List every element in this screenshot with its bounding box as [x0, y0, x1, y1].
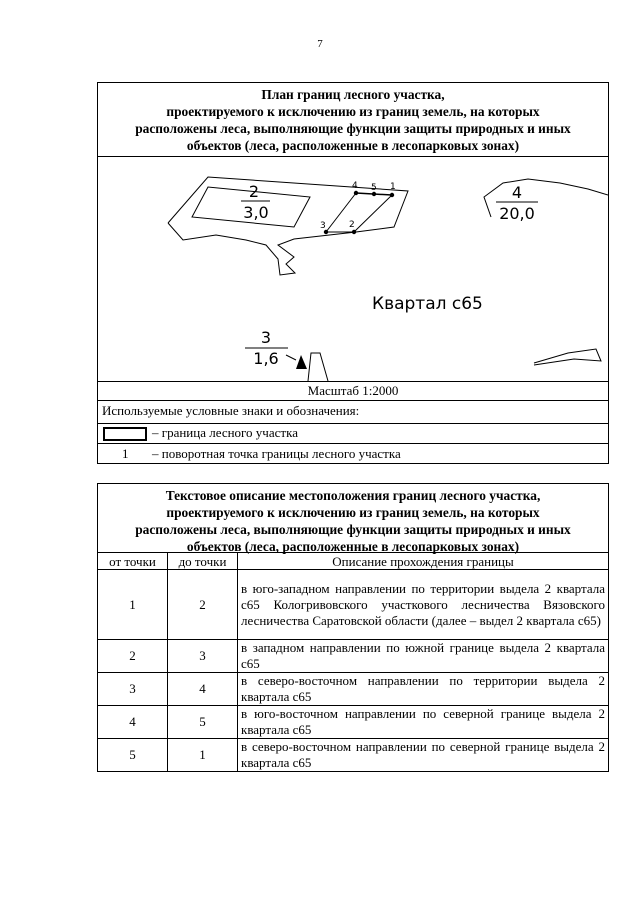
map-scale: Масштаб 1:2000: [98, 381, 608, 401]
boundary-description: в северо-восточном направлении по северной границе выдела 2 квартала с65: [238, 739, 609, 772]
parcel-3-number: 3: [260, 328, 272, 347]
page-number: 7: [317, 38, 323, 50]
from-point: 5: [98, 739, 168, 772]
plan-title-line: проектируемого к исключению из границ земель, на которых: [166, 104, 540, 119]
header-description: Описание прохождения границы: [238, 553, 609, 570]
to-point: 3: [168, 640, 238, 673]
plan-title-line: План границ лесного участка,: [261, 87, 445, 102]
legend-point-label: – поворотная точка границы лесного участка: [152, 446, 401, 461]
point-marker-4: [354, 191, 358, 195]
point-label-1: 1: [390, 182, 396, 192]
boundary-symbol: [103, 427, 147, 441]
legend-boundary-row: [98, 423, 608, 444]
from-point: 1: [98, 570, 168, 640]
to-point: 5: [168, 706, 238, 739]
header-from-point: от точки: [98, 553, 168, 570]
boundary-description: в северо-восточном направлении по территории выдела 2 квартала с65: [238, 673, 609, 706]
plan-title: [98, 83, 608, 157]
from-point: 2: [98, 640, 168, 673]
boundary-map: [98, 157, 608, 381]
parcel-4-area: 20,0: [499, 204, 535, 223]
header-to-point: до точки: [168, 553, 238, 570]
legend-boundary-label: – граница лесного участка: [152, 425, 298, 440]
boundary-description: в юго-западном направлении по территории выдела 2 квартала с65 Кологривовского участкового лесничества Вязовского лесничества Саратовской области (далее – выдел 2 квартала с65): [238, 570, 609, 640]
to-point: 1: [168, 739, 238, 772]
to-point: 2: [168, 570, 238, 640]
legend-point-number: 1: [122, 446, 129, 461]
point-label-2: 2: [349, 220, 355, 230]
boundary-line-1-2: [354, 195, 392, 232]
to-point: 4: [168, 673, 238, 706]
table-row: [98, 673, 609, 706]
table-row: [98, 640, 609, 673]
table-row: [98, 739, 609, 772]
quarter-label: Квартал с65: [372, 294, 483, 314]
point-marker-1: [390, 193, 394, 197]
legend-title: Используемые условные знаки и обозначения:: [102, 403, 360, 418]
table-header-row: [98, 553, 609, 570]
plan-section: [97, 82, 609, 464]
parcel-2-area: 3,0: [243, 203, 269, 222]
parcel-3-marker-triangle: [296, 355, 307, 369]
parcel-2-number: 2: [248, 182, 260, 201]
parcel-3-area: 1,6: [253, 349, 279, 368]
from-point: 3: [98, 673, 168, 706]
from-point: 4: [98, 706, 168, 739]
point-label-3: 3: [320, 221, 326, 231]
description-title: [97, 483, 609, 553]
description-table: [97, 552, 609, 772]
legend-point-row: [98, 443, 608, 464]
point-label-5: 5: [371, 183, 377, 193]
plan-title-line: объектов (леса, расположенные в лесопарковых зонах): [186, 138, 520, 153]
point-marker-2: [352, 230, 356, 234]
boundary-description: в западном направлении по южной границе выдела 2 квартала с65: [238, 640, 609, 673]
parcel-3-leader: [286, 355, 296, 360]
parcel-4-number: 4: [511, 183, 523, 202]
description-title-line: Текстовое описание местоположения границ лесного участка,: [165, 488, 541, 503]
boundary-description: в юго-восточном направлении по северной границе выдела 2 квартала с65: [238, 706, 609, 739]
table-row: [98, 570, 609, 640]
point-label-4: 4: [352, 181, 358, 191]
table-row: [98, 706, 609, 739]
contour-parcel-3: [308, 353, 328, 381]
description-title-line: проектируемого к исключению из границ земель, на которых: [166, 505, 540, 520]
description-title-line: расположены леса, выполняющие функции защиты природных и иных: [135, 522, 571, 537]
contour-right-lower: [534, 349, 601, 365]
plan-title-line: расположены леса, выполняющие функции защиты природных и иных: [135, 121, 571, 136]
description-title-line: объектов (леса, расположенные в лесопарковых зонах): [186, 539, 520, 554]
